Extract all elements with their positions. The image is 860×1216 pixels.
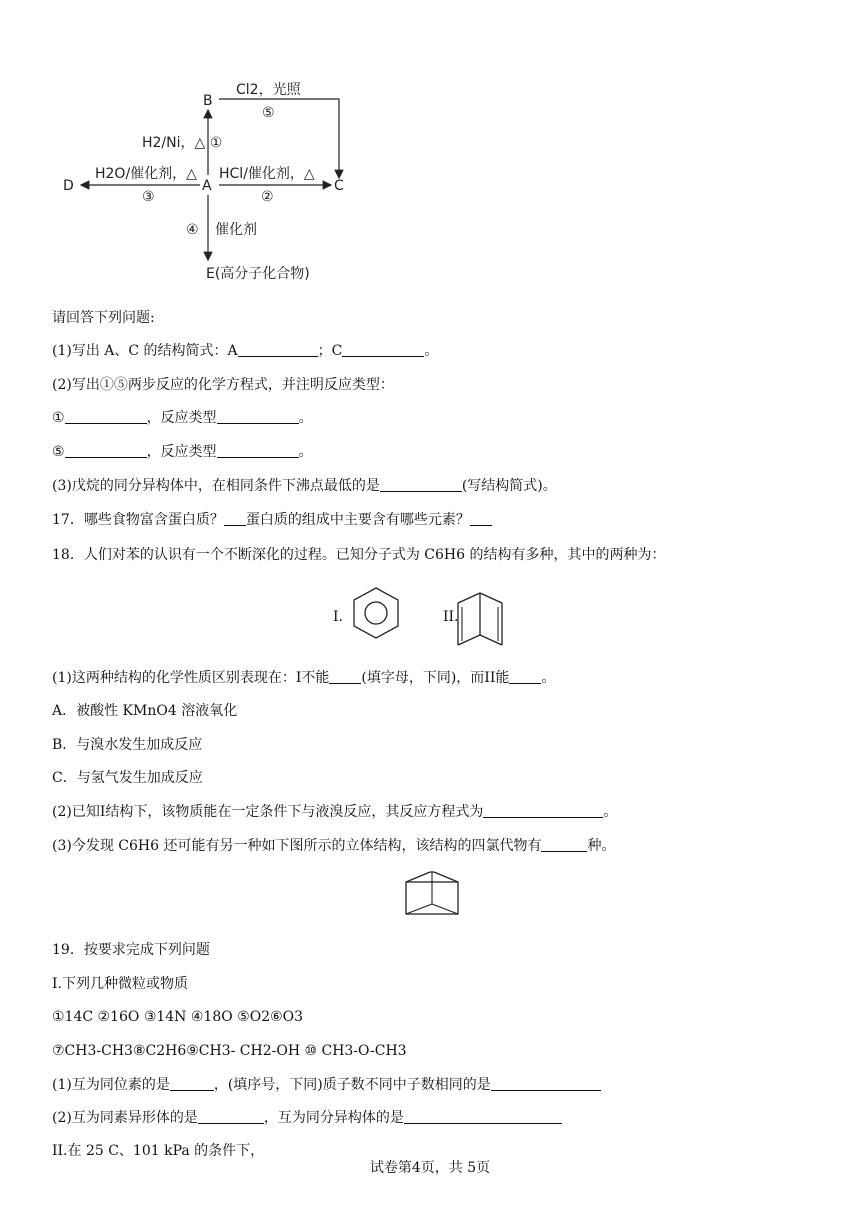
answer-blank-r1-type[interactable] (217, 409, 299, 424)
q16-r1-text-c: 。 (298, 410, 313, 426)
answer-blank-q18-equation[interactable] (483, 803, 603, 818)
q19-part-ii: II.在 25 C、101 kPa 的条件下， (52, 1143, 265, 1159)
q16-part3 (52, 476, 557, 496)
answer-blank-neutrons[interactable] (491, 1076, 601, 1091)
q16-r5-text-b: ，反应类型 (146, 444, 217, 460)
q16-part1 (52, 341, 438, 361)
q16-part1-text-c: 。 (424, 343, 439, 359)
q19-part1-text-b: ，(填序号，下同)质子数不同中子数相同的是 (213, 1077, 491, 1093)
benzene-structures (325, 583, 555, 651)
q18-part2-text-b: 。 (603, 804, 618, 820)
q19-part1-text-a: (1)互为同位素的是 (52, 1077, 170, 1093)
label-catalyst: 催化剂 (215, 222, 257, 238)
label-h2-ni: H2/Ni，△ ① (142, 135, 223, 151)
answer-blank-q18-count[interactable] (541, 837, 587, 852)
node-e: E(高分子化合物) (206, 266, 310, 282)
q18-option-a: A．被酸性 KMnO4 溶液氧化 (52, 703, 238, 719)
answer-blank-r1-equation[interactable] (65, 409, 147, 424)
q19-part2-text-a: (2)互为同素异形体的是 (52, 1110, 198, 1126)
node-d: D (63, 178, 74, 194)
q16-reaction1 (52, 408, 313, 428)
q16-reaction5 (52, 442, 313, 462)
node-a: A (202, 178, 212, 194)
answer-blank-isomers[interactable] (404, 1109, 562, 1124)
q18-part1-text-a: (1)这两种结构的化学性质区别表现在：I不能 (52, 670, 330, 686)
answer-blank-allotropes[interactable] (198, 1109, 264, 1124)
q16-intro: 请回答下列问题: (52, 310, 155, 326)
q16-r5-text-c: 。 (298, 444, 313, 460)
label-step-2: ② (261, 189, 274, 205)
q18-part1-text-c: 。 (541, 670, 556, 686)
q18-part3-text-b: 种。 (587, 838, 616, 854)
q16-r1-text-a: ① (52, 410, 65, 426)
q19-part2 (52, 1108, 562, 1128)
benzene-hexagon (354, 588, 398, 638)
q19-part-i: I.下列几种微粒或物质 (52, 976, 188, 992)
answer-blank-q18-i[interactable] (329, 669, 361, 684)
q18-part2 (52, 802, 617, 822)
q18-part3-text-a: (3)今发现 C6H6 还可能有另一种如下图所示的立体结构，该结构的四氯代物有 (52, 838, 542, 854)
page-footer: 试卷第4页，共 5页 (369, 1160, 491, 1176)
q16-r1-text-b: ，反应类型 (146, 410, 217, 426)
label-hcl-catalyst: HCl/催化剂，△ (219, 166, 315, 182)
answer-blank-r5-equation[interactable] (65, 443, 147, 458)
answer-blank-c[interactable] (342, 342, 424, 357)
q19-items-2: ⑦CH3-CH3⑧C2H6⑨CH3- CH2-OH ⑩ CH3-O-CH3 (52, 1043, 407, 1059)
answer-blank-r5-type[interactable] (217, 443, 299, 458)
q19-items-1: ①14C ②16O ③14N ④18O ⑤O2⑥O3 (52, 1009, 304, 1025)
answer-blank-a[interactable] (238, 342, 318, 357)
structure-ii-label: II. (443, 609, 459, 625)
reaction-diagram (55, 70, 355, 285)
q17-text-a: 17．哪些食物富含蛋白质？ (52, 512, 224, 528)
prismane-structure (402, 868, 462, 920)
node-b: B (203, 93, 213, 109)
q16-r5-text-a: ⑤ (52, 444, 65, 460)
q18-option-b: B．与溴水发生加成反应 (52, 737, 203, 753)
q16-part2: (2)写出①⑤两步反应的化学方程式，并注明反应类型： (52, 377, 394, 393)
answer-blank-q17-b[interactable] (470, 511, 492, 526)
label-h2o-catalyst: H2O/催化剂，△ (95, 166, 197, 182)
q18-part1-text-b: (填字母，下同)，而II能 (361, 670, 510, 686)
q16-part3-text-b: (写结构简式)。 (461, 478, 557, 494)
q19-part1 (52, 1075, 601, 1095)
q18-part2-text-a: (2)已知I结构下，该物质能在一定条件下与液溴反应，其反应方程式为 (52, 804, 484, 820)
answer-blank-q18-ii[interactable] (509, 669, 541, 684)
q18-part3 (52, 836, 615, 856)
q19-part2-text-b: ，互为同分异构体的是 (263, 1110, 404, 1126)
q17 (52, 510, 492, 530)
q18-option-c: C．与氢气发生加成反应 (52, 770, 203, 786)
node-c: C (334, 178, 344, 194)
q18-stem: 18．人们对苯的认识有一个不断深化的过程。已知分子式为 C6H6 的结构有多种，其中的两种为： (52, 547, 666, 563)
answer-blank-q17-a[interactable] (224, 511, 246, 526)
answer-blank-isotopes[interactable] (170, 1076, 214, 1091)
q17-text-b: 蛋白质的组成中主要含有哪些元素？ (245, 512, 470, 528)
dewar-benzene (458, 593, 502, 645)
q16-part3-text-a: (3)戊烷的同分异构体中，在相同条件下沸点最低的是 (52, 478, 380, 494)
answer-blank-pentane[interactable] (380, 477, 462, 492)
label-step-5: ⑤ (262, 105, 275, 121)
q16-part1-text-b: ；C (317, 343, 343, 359)
q16-part1-text-a: (1)写出 A、C 的结构简式：A (52, 343, 238, 359)
structure-i-label: I. (333, 609, 343, 625)
label-cl2-light: Cl2，光照 (236, 82, 301, 98)
label-step-4: ④ (186, 222, 199, 238)
label-step-3: ③ (142, 189, 155, 205)
q19-stem: 19．按要求完成下列问题 (52, 942, 210, 958)
benzene-ring-circle (365, 602, 387, 624)
q18-part1 (52, 668, 555, 688)
